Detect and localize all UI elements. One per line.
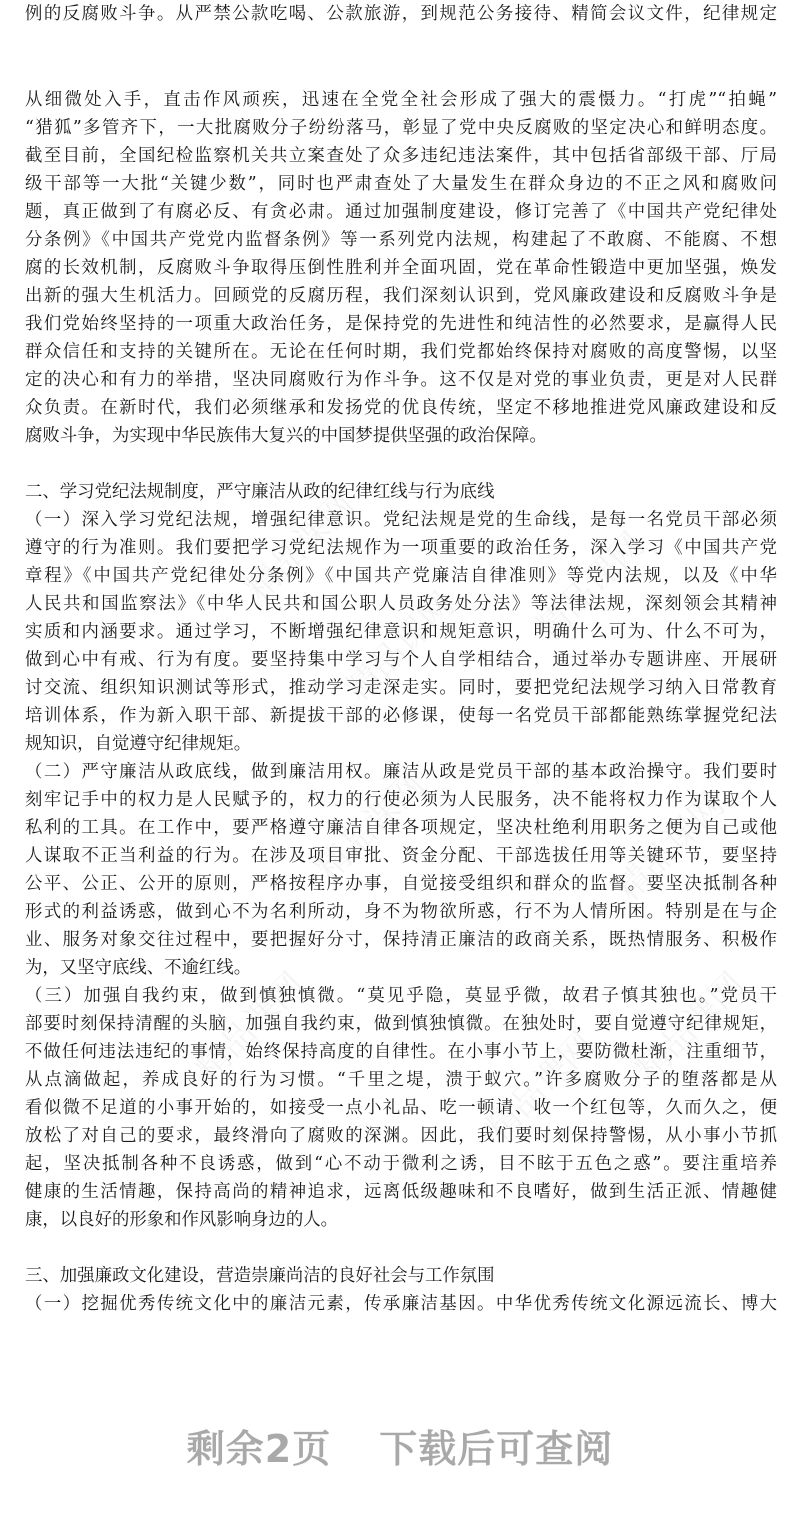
text-line: 从点滴做起，养成良好的行为习惯。“千里之堤，溃于蚁穴。”许多腐败分子的堕落都是从 xyxy=(25,1070,777,1090)
text-line: （三）加强自我约束，做到慎独慎微。“莫见乎隐，莫显乎微，故君子慎其独也。”党员干 xyxy=(25,986,777,1006)
text-line: 业、服务对象交往过程中，要把握好分寸，保持清正廉洁的政商关系，既热情服务、积极作 xyxy=(25,930,777,950)
text-line: 我们党始终坚持的一项重大政治任务，是保持党的先进性和纯洁性的必然要求，是赢得人民 xyxy=(25,314,777,334)
text-line: 从细微处入手，直击作风顽疾，迅速在全党全社会形成了强大的震慑力。“打虎”“拍蝇” xyxy=(25,90,777,110)
text-line: 例的反腐败斗争。从严禁公款吃喝、公款旅游，到规范公务接待、精简会议文件，纪律规定 xyxy=(25,4,777,24)
text-line: 私利的工具。在工作中，要严格遵守廉洁自律各项规定，坚决杜绝利用职务之便为自己或他 xyxy=(25,818,777,838)
text-line: 看似微不足道的小事开始的，如接受一点小礼品、吃一顿请、收一个红包等，久而久之，便 xyxy=(25,1098,777,1118)
text-line: 人谋取不正当利益的行为。在涉及项目审批、资金分配、干部选拔任用等关键环节，要坚持 xyxy=(25,846,777,866)
text-line: 做到心中有戒、行为有度。要坚持集中学习与个人自学相结合，通过举办专题讲座、开展研 xyxy=(25,650,777,670)
text-line: “猎狐”多管齐下，一大批腐败分子纷纷落马，彰显了党中央反腐败的坚定决心和鲜明态度。 xyxy=(25,118,777,138)
text-line: （一）挖掘优秀传统文化中的廉洁元素，传承廉洁基因。中华优秀传统文化源远流长、博大 xyxy=(25,1294,777,1314)
text-line: 二、学习党纪法规制度，严守廉洁从政的纪律红线与行为底线 xyxy=(25,482,495,502)
text-line: 不做任何违法违纪的事情，始终保持高度的自律性。在小事小节上，要防微杜渐，注重细节， xyxy=(25,1042,777,1062)
text-line: 分条例》《中国共产党党内监督条例》等一系列党内法规，构建起了不敢腐、不能腐、不想 xyxy=(25,230,777,250)
text-line: 部要时刻保持清醒的头脑，加强自我约束，做到慎独慎微。在独处时，要自觉遵守纪律规矩， xyxy=(25,1014,777,1034)
text-line: 遵守的行为准则。我们要把学习党纪法规作为一项重要的政治任务，深入学习《中国共产党 xyxy=(25,538,777,558)
remaining-pages-label: 剩余2页 xyxy=(186,1427,332,1471)
text-line: 人民共和国监察法》《中华人民共和国公职人员政务处分法》等法律法规，深刻领会其精神 xyxy=(25,594,777,614)
text-line: 为，又坚守底线、不逾红线。 xyxy=(25,958,252,978)
text-line: 公平、公正、公开的原则，严格按程序办事，自觉接受组织和群众的监督。要坚决抵制各种 xyxy=(25,874,777,894)
text-line: 培训体系，作为新入职干部、新提拔干部的必修课，使每一名党员干部都能熟练掌握党纪法 xyxy=(25,706,777,726)
text-line: 三、加强廉政文化建设，营造崇廉尚洁的良好社会与工作氛围 xyxy=(25,1266,495,1286)
text-line: 讨交流、组织知识测试等形式，推动学习走深走实。同时，要把党纪法规学习纳入日常教育 xyxy=(25,678,777,698)
text-line: 群众信任和支持的关键所在。无论在任何时期，我们党都始终保持对腐败的高度警惕，以坚 xyxy=(25,342,777,362)
text-line: 众负责。在新时代，我们必须继承和发扬党的优良传统，坚定不移地推进党风廉政建设和反 xyxy=(25,398,777,418)
text-line: 出新的强大生机活力。回顾党的反腐历程，我们深刻认识到，党风廉政建设和反腐败斗争是 xyxy=(25,286,777,306)
text-line: 腐败斗争，为实现中华民族伟大复兴的中国梦提供坚强的政治保障。 xyxy=(25,426,547,446)
text-line: 腐的长效机制，反腐败斗争取得压倒性胜利并全面巩固，党在革命性锻造中更加坚强，焕发 xyxy=(25,258,777,278)
text-line: （一）深入学习党纪法规，增强纪律意识。党纪法规是党的生命线，是每一名党员干部必须 xyxy=(25,510,777,530)
download-hint-label: 下载后可查阅 xyxy=(379,1427,614,1471)
text-line: （二）严守廉洁从政底线，做到廉洁用权。廉洁从政是党员干部的基本政治操守。我们要时 xyxy=(25,762,777,782)
text-line: 康，以良好的形象和作风影响身边的人。 xyxy=(25,1210,339,1230)
text-line: 放松了对自己的要求，最终滑向了腐败的深渊。因此，我们要时刻保持警惕，从小事小节抓 xyxy=(25,1126,777,1146)
text-line: 题，真正做到了有腐必反、有贪必肃。通过加强制度建设，修订完善了《中国共产党纪律处 xyxy=(25,202,777,222)
text-line: 级干部等一大批“关键少数”，同时也严肃查处了大量发生在群众身边的不正之风和腐败问 xyxy=(25,174,777,194)
text-line: 截至目前，全国纪检监察机关共立案查处了众多违纪违法案件，其中包括省部级干部、厅局 xyxy=(25,146,777,166)
text-line: 健康的生活情趣，保持高尚的精神追求，远离低级趣味和不良嗜好，做到生活正派、情趣健 xyxy=(25,1182,777,1202)
text-line: 起，坚决抵制各种不良诱惑，做到“心不动于微利之诱，目不眩于五色之惑”。要注重培养 xyxy=(25,1154,777,1174)
text-line: 形式的利益诱惑，做到心不为名利所动，身不为物欲所惑，行不为人情所困。特别是在与企 xyxy=(25,902,777,922)
remaining-pages-banner[interactable] xyxy=(0,1418,800,1473)
text-line: 规知识，自觉遵守纪律规矩。 xyxy=(25,734,252,754)
text-line: 实质和内涵要求。通过学习，不断增强纪律意识和规矩意识，明确什么可为、什么不可为， xyxy=(25,622,777,642)
text-line: 定的决心和有力的举措，坚决同腐败行为作斗争。这不仅是对党的事业负责，更是对人民群 xyxy=(25,370,777,390)
text-line: 刻牢记手中的权力是人民赋予的，权力的行使必须为人民服务，决不能将权力作为谋取个人 xyxy=(25,790,777,810)
text-line: 章程》《中国共产党纪律处分条例》《中国共产党廉洁自律准则》等党内法规，以及《中华 xyxy=(25,566,777,586)
